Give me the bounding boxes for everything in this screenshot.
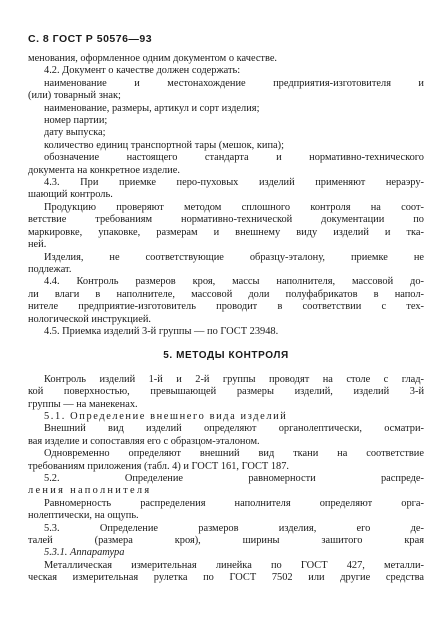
text-line: ветствие требованиям нормативно-технической документации по [28, 214, 424, 226]
text-line: Внешний вид изделий определяют органолептически, осматри- [44, 423, 424, 435]
text-line: группы — на манекенах. [28, 398, 138, 410]
subsection-5-3-title-cont: талей (размера кроя), ширины зашитого края [28, 535, 424, 547]
text-line: вая изделие и сопоставляя его с образцом-эталоном. [28, 435, 260, 447]
text-line: Продукцию проверяют методом сплошного контроля на соот- [44, 201, 424, 213]
subsection-5-3-1-title: 5.3.1. Аппаратура [44, 547, 125, 559]
text-line: ли влаги в наполнителе, массовой доли полуфабрикатов в напол- [28, 288, 424, 300]
subsection-5-2-title-cont: ления наполнителя [28, 485, 152, 497]
text-line: ней. [28, 239, 47, 251]
text-line: подлежат. [28, 263, 72, 275]
text-line: Равномерность распределения наполнителя определяют орга- [44, 497, 424, 509]
text-line: (или) товарный знак; [28, 90, 121, 102]
document-body [28, 53, 424, 585]
text-line: номер партии; [44, 115, 108, 127]
text-line: Одновременно определяют внешний вид ткани на соответствие [44, 448, 424, 460]
subsection-5-3-title: 5.3. Определение размеров изделия, его де- [44, 522, 424, 534]
section-heading: 5. МЕТОДЫ КОНТРОЛЯ [163, 350, 289, 362]
clause-4-3: 4.3. При приемке перо-пуховых изделий применяют нераэру- [44, 177, 424, 189]
text-line: шающий контроль. [28, 189, 113, 201]
text-line: ческая измерительная рулетка по ГОСТ 7502 или другие средства [28, 572, 424, 584]
page-header: С. 8 ГОСТ Р 50576—93 [28, 33, 153, 45]
text-line: количество единиц транспортной тары (мешок, кипа); [44, 139, 284, 151]
text-line: нолептически, на ощупь. [28, 510, 139, 522]
text-line: нителе предприятие-изготовитель проводит в соответствии с тех- [28, 301, 424, 313]
text-line: Контроль изделий 1-й и 2-й группы проводят на столе с глад- [44, 373, 424, 385]
text-line: Изделия, не соответствующие образцу-эталону, приемке не [44, 251, 424, 263]
text-line: документа на конкретное изделие. [28, 164, 180, 176]
text-line: дату выпуска; [44, 127, 106, 139]
text-line: кой поверхностью, превышающей размеры изделий, изделий 3-й [28, 386, 424, 398]
text-line: менования, оформленное одним документом о качестве. [28, 53, 278, 64]
text-line: нологической инструкцией. [28, 313, 151, 325]
clause-4-2: 4.2. Документ о качестве должен содержать: [44, 65, 241, 77]
clause-4-4: 4.4. Контроль размеров кроя, массы наполнителя, массовой до- [44, 276, 424, 288]
subsection-5-1-title: 5.1. Определение внешнего вида изделий [44, 410, 288, 422]
text-line: Металлическая измерительная линейка по ГОСТ 427, металли- [44, 559, 424, 571]
text-line: наименование и местонахождение предприятия-изготовителя и [44, 77, 424, 89]
text-line: требованиям приложения (табл. 4) и ГОСТ 161, ГОСТ 187. [28, 460, 290, 472]
clause-4-5: 4.5. Приемка изделий 3-й группы — по ГОСТ 23948. [44, 325, 279, 337]
text-line: наименование, размеры, артикул и сорт изделия; [44, 102, 260, 114]
text-line: маркировке, упаковке, размерам и внешнему виду изделий и тка- [28, 226, 424, 238]
subsection-5-2-title: 5.2. Определение равномерности распреде- [44, 473, 424, 484]
text-line: обозначение настоящего стандарта и нормативно-технического [44, 152, 424, 164]
